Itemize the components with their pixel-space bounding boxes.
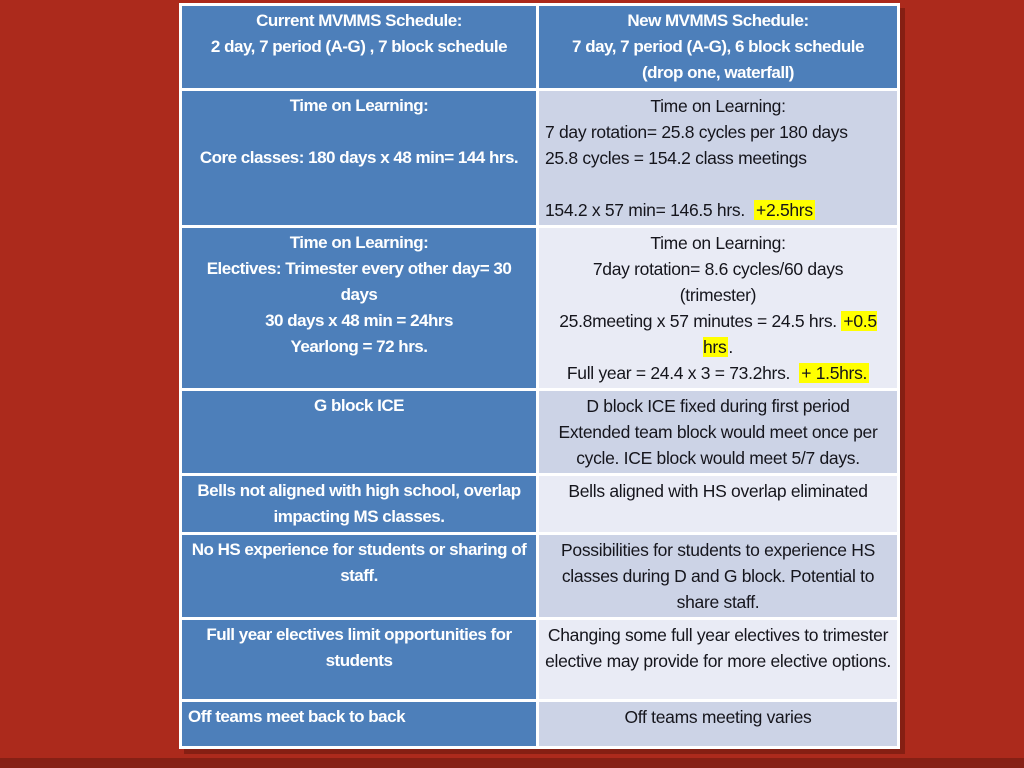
text-run: Time on Learning: [289, 96, 429, 115]
yellow-highlight: + 1.5hrs. [801, 363, 868, 383]
header-left-cell [181, 5, 538, 90]
text-run: 7day rotation= 8.6 cycles/60 days [592, 259, 844, 279]
text-run: Changing some full year electives to trimester elective may provide for more elective options. [545, 625, 891, 671]
paragraph [545, 419, 891, 471]
paragraph [545, 119, 891, 145]
off-teams-row [181, 701, 899, 748]
text-run: Extended team block would meet once per cycle. ICE block would meet 5/7 days. [558, 422, 878, 468]
off-teams-right-cell [538, 701, 899, 748]
paragraph [545, 537, 891, 615]
hs-experience-right-cell [538, 534, 899, 619]
paragraph [545, 60, 891, 86]
paragraph [545, 230, 891, 256]
paragraph [545, 145, 891, 171]
text-run: (trimester) [679, 285, 757, 305]
time-on-learning-core-right-cell [538, 90, 899, 227]
comparison-table [179, 3, 900, 749]
time-on-learning-electives-right-cell [538, 227, 899, 390]
text-run: Possibilities for students to experience HS classes during D and G block. Potential to share staff. [561, 540, 875, 612]
hs-experience-left-cell [181, 534, 538, 619]
paragraph [188, 256, 530, 308]
paragraph [188, 478, 530, 530]
paragraph [545, 197, 891, 223]
g-block-ice-row [181, 390, 899, 475]
yellow-highlight: +0.5 hrs [703, 311, 877, 357]
header-right-cell [538, 5, 899, 90]
paragraph [188, 308, 530, 334]
paragraph [188, 93, 530, 119]
paragraph [545, 622, 891, 674]
bells-right-cell [538, 475, 899, 534]
text-run [545, 174, 550, 194]
text-run: Off teams meeting varies [624, 707, 812, 727]
text-run: 7 day, 7 period (A-G), 6 block schedule [572, 37, 864, 56]
paragraph [188, 34, 530, 60]
header-row [181, 5, 899, 90]
full-year-electives-row [181, 619, 899, 701]
time-on-learning-core-row [181, 90, 899, 227]
time-on-learning-electives-row [181, 227, 899, 390]
text-run: Time on Learning: [289, 233, 429, 252]
yellow-highlight: +2.5hrs [756, 200, 813, 220]
text-run: Bells aligned with HS overlap eliminated [568, 481, 868, 501]
text-run: (drop one, waterfall) [642, 63, 794, 82]
time-on-learning-electives-left-cell [181, 227, 538, 390]
paragraph [545, 93, 891, 119]
paragraph [545, 393, 891, 419]
text-run: Core classes: 180 days x 48 min= 144 hrs. [199, 148, 519, 167]
text-run: Full year electives limit opportunities for students [206, 625, 512, 670]
paragraph [545, 8, 891, 34]
paragraph [188, 8, 530, 34]
text-run: D block ICE fixed during first period [586, 396, 850, 416]
text-run: Bells not aligned with high school, overlap impacting MS classes. [197, 481, 521, 526]
paragraph [545, 704, 891, 730]
paragraph [545, 282, 891, 308]
text-run: 30 days x 48 min = 24hrs [265, 311, 453, 330]
bells-row [181, 475, 899, 534]
paragraph [545, 256, 891, 282]
off-teams-left-cell [181, 701, 538, 748]
hs-experience-row [181, 534, 899, 619]
text-run: 2 day, 7 period (A-G) , 7 block schedule [210, 37, 508, 56]
paragraph [188, 622, 530, 674]
text-run [357, 122, 361, 141]
text-run: New MVMMS Schedule: [627, 11, 809, 30]
paragraph [188, 704, 530, 730]
bells-left-cell [181, 475, 538, 534]
paragraph [188, 393, 530, 419]
paragraph [188, 537, 530, 589]
text-run: . [728, 337, 733, 357]
paragraph [188, 119, 530, 145]
paragraph [188, 145, 530, 171]
paragraph [545, 308, 891, 360]
text-run: 25.8meeting x 57 minutes = 24.5 hrs. [559, 311, 842, 331]
g-block-ice-right-cell [538, 390, 899, 475]
text-run: 154.2 x 57 min= 146.5 hrs. [545, 200, 755, 220]
text-run: 25.8 cycles = 154.2 class meetings [545, 148, 807, 168]
text-run: Current MVMMS Schedule: [256, 11, 462, 30]
text-run: 7 day rotation= 25.8 cycles per 180 days [545, 122, 848, 142]
text-run: Time on Learning: [650, 96, 786, 116]
text-run: G block ICE [314, 396, 404, 415]
paragraph [545, 360, 891, 386]
time-on-learning-core-left-cell [181, 90, 538, 227]
paragraph [188, 230, 530, 256]
comparison-table-body [181, 5, 899, 748]
paragraph [545, 478, 891, 504]
paragraph [188, 334, 530, 360]
paragraph [545, 171, 891, 197]
full-year-electives-left-cell [181, 619, 538, 701]
text-run: No HS experience for students or sharing of staff. [191, 540, 527, 585]
text-run: Full year = 24.4 x 3 = 73.2hrs. [566, 363, 800, 383]
text-run: Time on Learning: [650, 233, 786, 253]
text-run: Electives: Trimester every other day= 30 days [206, 259, 512, 304]
full-year-electives-right-cell [538, 619, 899, 701]
paragraph [545, 34, 891, 60]
text-run: Off teams meet back to back [188, 707, 406, 726]
text-run: Yearlong = 72 hrs. [290, 337, 428, 356]
g-block-ice-left-cell [181, 390, 538, 475]
